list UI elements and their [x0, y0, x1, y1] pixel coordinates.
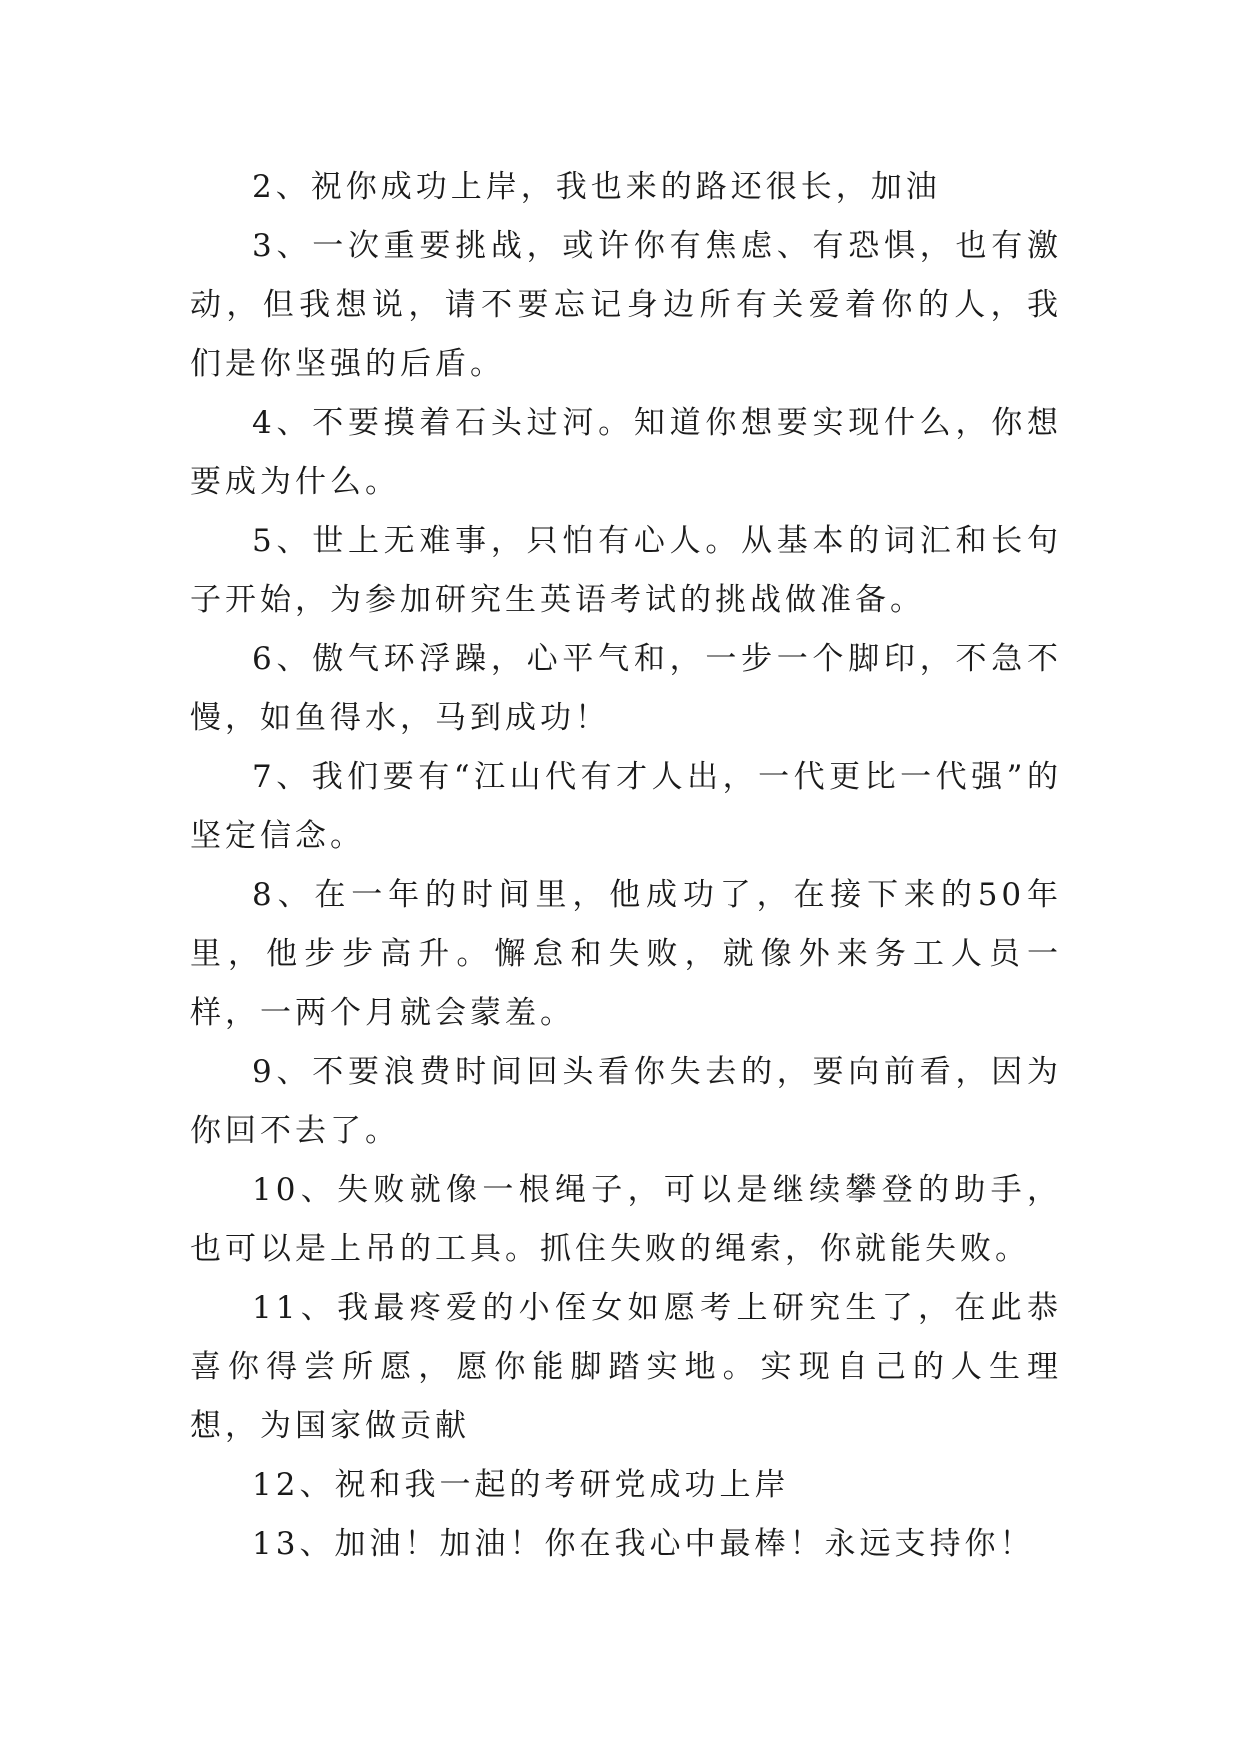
document-body [190, 158, 1062, 1574]
paragraph-3: 3、一次重要挑战，或许你有焦虑、有恐惧，也有激动，但我想说，请不要忘记身边所有关爱着你的人，我们是你坚强的后盾。 [190, 228, 1062, 382]
paragraph-13: 13、加油！加油！你在我心中最棒！永远支持你！ [252, 1526, 1035, 1562]
paragraph-5: 5、世上无难事，只怕有心人。从基本的词汇和长句子开始，为参加研究生英语考试的挑战做准备。 [190, 523, 1062, 618]
paragraph-11: 11、我最疼爱的小侄女如愿考上研究生了，在此恭喜你得尝所愿，愿你能脚踏实地。实现自己的人生理想，为国家做贡献 [190, 1290, 1062, 1444]
paragraph-10: 10、失败就像一根绳子，可以是继续攀登的助手，也可以是上吊的工具。抓住失败的绳索，你就能失败。 [190, 1172, 1062, 1267]
paragraph-7: 7、我们要有“江山代有才人出，一代更比一代强”的坚定信念。 [190, 759, 1062, 854]
paragraph-6: 6、傲气环浮躁，心平气和，一步一个脚印，不急不慢，如鱼得水，马到成功！ [190, 641, 1062, 736]
paragraph-4: 4、不要摸着石头过河。知道你想要实现什么，你想要成为什么。 [190, 405, 1062, 500]
paragraph-2: 2、祝你成功上岸，我也来的路还很长，加油 [252, 169, 941, 205]
paragraph-12: 12、祝和我一起的考研党成功上岸 [252, 1467, 790, 1503]
paragraph-8: 8、在一年的时间里，他成功了，在接下来的50年里，他步步高升。懈怠和失败，就像外来务工人员一样，一两个月就会蒙羞。 [190, 877, 1062, 1031]
paragraph-9: 9、不要浪费时间回头看你失去的，要向前看，因为你回不去了。 [190, 1054, 1062, 1149]
